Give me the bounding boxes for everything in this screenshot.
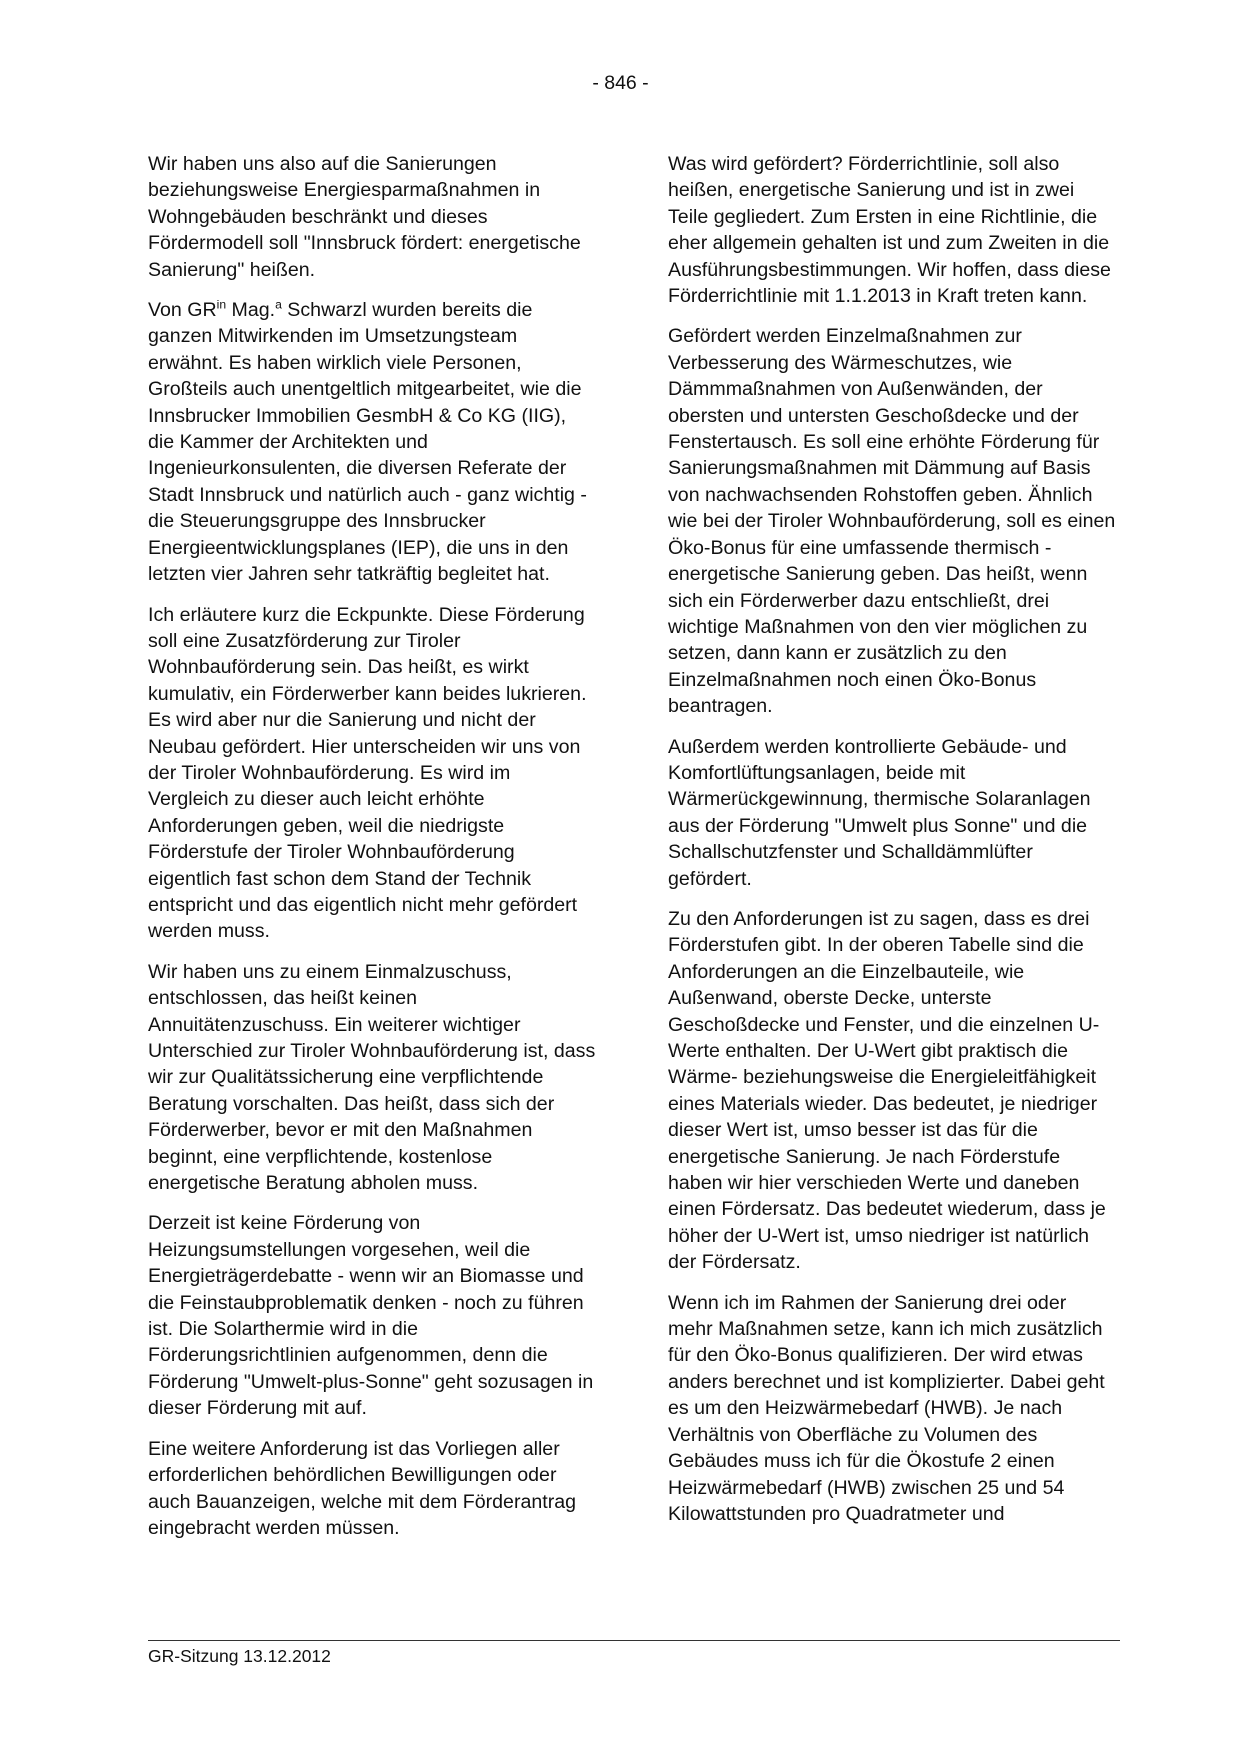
superscript: in [216,297,227,312]
paragraph: Zu den Anforderungen ist zu sagen, dass es drei Förderstufen gibt. In der oberen Tabelle sind die Anforderungen an die Einzelbauteile, wie Außenwand, oberste Decke, unterste Geschoßdecke und Fenster, und die einzelnen U-Werte enthalten. Der U-Wert gibt praktisch die Wärme- beziehungsweise die Energieleitfähigkeit eines Materials wieder. Das bedeutet, je niedriger dieser Wert ist, umso besser ist das für die energetische Sanierung. Je nach Förderstufe haben wir hier verschieden Werte und daneben einen Fördersatz. Das bedeutet wiederum, dass je höher der U-Wert ist, umso niedriger ist natürlich der Fördersatz. [668,907,1106,1274]
paragraph: Außerdem werden kontrollierte Gebäude- und Komfortlüftungsanlagen, beide mit Wärmerückgewinnung, thermische Solaranlagen aus der Förderung "Umwelt plus Sonne" und die Schallschutzfenster und Schalldämmlüfter gefördert. [668,735,1091,890]
page-number: - 846 - [592,72,649,94]
footer-session-date: GR-Sitzung 13.12.2012 [148,1646,331,1666]
paragraph-rest: Schwarzl wurden bereits die ganzen Mitwirkenden im Umsetzungsteam erwähnt. Es haben wirklich viele Personen, Großteils auch unentgeltlich mitgearbeitet, wie die Innsbrucker Immobilien GesmbH & Co KG (IIG), die Kammer der Architekten und Ingenieurkonsulenten, die diversen Referate der Stadt Innsbruck und natürlich auch - ganz wichtig - die Steuerungsgruppe des Innsbrucker Energieentwicklungsplanes (IEP), die uns in den letzten vier Jahren sehr tatkräftig begleitet hat. [148,299,587,586]
paragraph: Wir haben uns also auf die Sanierungen beziehungsweise Energiesparmaßnahmen in Wohngebäuden beschränkt und dieses Fördermodell soll "Innsbruck fördert: energetische Sanierung" heißen. [148,153,581,281]
paragraph-prefix: Von GR [148,299,217,322]
paragraph: Derzeit ist keine Förderung von Heizungsumstellungen vorgesehen, weil die Energieträgerdebatte - wenn wir an Biomasse und die Feinstaubproblematik denken - noch zu führen ist. Die Solarthermie wird in die Förderungsrichtlinien aufgenommen, denn die Förderung "Umwelt-plus-Sonne" geht sozusagen in dieser Förderung mit auf. [148,1212,594,1420]
paragraph: Wir haben uns zu einem Einmalzuschuss, entschlossen, das heißt keinen Annuitätenzuschuss. Ein weiterer wichtiger Unterschied zur Tiroler Wohnbauförderung ist, dass wir zur Qualitätssicherung eine verpflichtende Beratung vorschalten. Das heißt, dass sich der Förderwerber, bevor er mit den Maßnahmen beginnt, eine verpflichtende, kostenlose energetische Beratung abholen muss. [148,960,596,1195]
paragraph: Ich erläutere kurz die Eckpunkte. Diese Förderung soll eine Zusatzförderung zur Tiroler Wohnbauförderung sein. Das heißt, es wirkt kumulativ, ein Förderwerber kann beides lukrieren. Es wird aber nur die Sanierung und nicht der Neubau gefördert. Hier unterscheiden wir uns von der Tiroler Wohnbauförderung. Es wird im Vergleich zu dieser auch leicht erhöhte Anforderungen geben, weil die niedrigste Förderstufe der Tiroler Wohnbauförderung eigentlich fast schon dem Stand der Technik entspricht und das eigentlich nicht mehr gefördert werden muss. [148,603,587,943]
paragraph: Eine weitere Anforderung ist das Vorliegen aller erforderlichen behördlichen Bewilligungen oder auch Bauanzeigen, welche mit dem Förderantrag eingebracht werden müssen. [148,1437,577,1539]
right-column [668,151,1116,1541]
paragraph: Wenn ich im Rahmen der Sanierung drei oder mehr Maßnahmen setze, kann ich mich zusätzlich für den Öko-Bonus qualifizieren. Der wird etwas anders berechnet und ist komplizierter. Dabei geht es um den Heizwärmebedarf (HWB). Je nach Verhältnis von Oberfläche zu Volumen des Gebäudes muss ich für die Ökostufe 2 einen Heizwärmebedarf (HWB) zwischen 25 und 54 Kilowattstunden pro Quadratmeter und [668,1291,1105,1525]
footer-divider [148,1640,1120,1641]
paragraph: Gefördert werden Einzelmaßnahmen zur Verbesserung des Wärmeschutzes, wie Dämmmaßnahmen von Außenwänden, der obersten und untersten Geschoßdecke und der Fenstertausch. Es soll eine erhöhte Förderung für Sanierungsmaßnahmen mit Dämmung auf Basis von nachwachsenden Rohstoffen geben. Ähnlich wie bei der Tiroler Wohnbauförderung, soll es einen Öko-Bonus für eine umfassende thermisch - energetische Sanierung geben. Das heißt, wenn sich ein Förderwerber dazu entschließt, drei wichtige Maßnahmen von den vier möglichen zu setzen, dann kann er zusätzlich zu den Einzelmaßnahmen noch einen Öko-Bonus beantragen. [668,325,1116,718]
left-column [148,151,596,1555]
paragraph-middle: Mag. [226,299,276,322]
paragraph: Was wird gefördert? Förderrichtlinie, soll also heißen, energetische Sanierung und ist in zwei Teile gegliedert. Zum Ersten in eine Richtlinie, die eher allgemein gehalten ist und zum Zweiten in die Ausführungsbestimmungen. Wir hoffen, dass diese Förderrichtlinie mit 1.1.2013 in Kraft treten kann. [668,153,1111,308]
paragraph [148,297,596,587]
superscript: a [275,297,282,312]
